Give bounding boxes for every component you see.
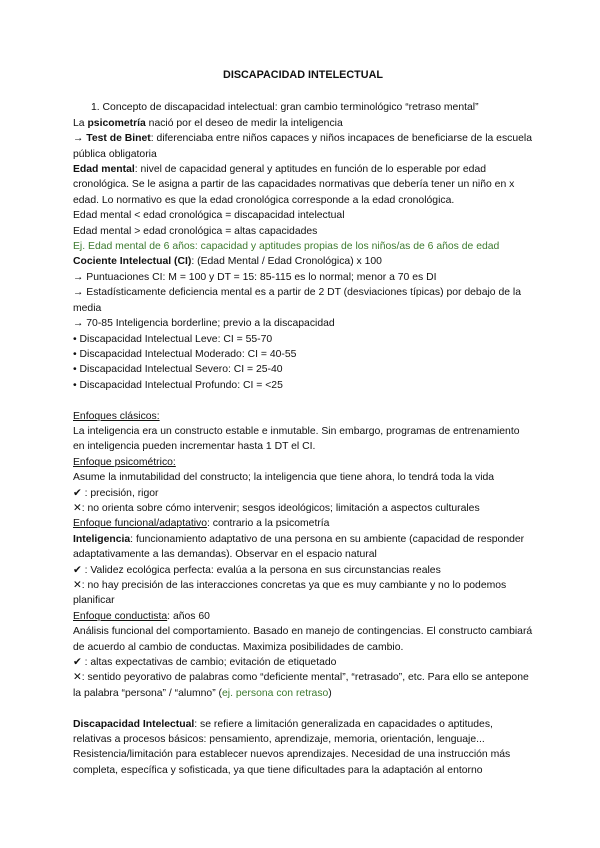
list-item-1: 1. Concepto de discapacidad intelectual: gran cambio terminológico “retraso mental” [91, 102, 479, 114]
enfoques-clasicos-heading: Enfoques clásicos: [73, 410, 160, 422]
puntuaciones-line: → Puntuaciones CI: M = 100 y DT = 15: 85-115 es lo normal; menor a 70 es DI [73, 271, 437, 283]
page-title: DISCAPACIDAD INTELECTUAL [223, 69, 383, 81]
pro-line: ✔ : Validez ecológica perfecta: evalúa a la persona en sus circunstancias reales [73, 564, 441, 576]
example-line: Ej. Edad mental de 6 años: capacidad y aptitudes propias de los niños/as de 6 años de edad [73, 241, 500, 253]
enfoques-clasicos-text: La inteligencia era un constructo estable e inmutable. Sin embargo, programas de entrenamiento en inteligencia pueden incrementar hasta 1 DT el CI. [73, 425, 520, 453]
psicometria-line: La psicometría nació por el deseo de medir la inteligencia [73, 117, 343, 129]
list-item: • Discapacidad Intelectual Severo: CI = 25-40 [73, 364, 283, 376]
estadistica-line: → Estadísticamente deficiencia mental es a partir de 2 DT (desviaciones típicas) por debajo de la media [73, 287, 521, 314]
binet-line: → Test de Binet: diferenciaba entre niños capaces y niños incapaces de beneficiarse de la escuela pública obligatoria [73, 133, 532, 160]
borderline-line: → 70-85 Inteligencia borderline; previo a la discapacidad [73, 318, 335, 330]
con-line: ✕: sentido peyorativo de palabras como “deficiente mental”, “retrasado”, etc. Para ello se antepone la palabra “persona” / “alumno” (ej. persona con retraso) [73, 672, 529, 699]
enfoque-conductista-text: Análisis funcional del comportamiento. Basado en manejo de contingencias. El constructo cambiará de acuerdo al cambio de conductas. Maximiza posibilidades de cambio. [73, 626, 533, 653]
list-item: • Discapacidad Intelectual Leve: CI = 55-70 [73, 333, 273, 345]
con-line: ✕: no orienta sobre cómo intervenir; sesgos ideológicos; limitación a aspectos culturales [73, 502, 480, 514]
pro-line: ✔ : precisión, rigor [73, 487, 159, 499]
list-item: • Discapacidad Intelectual Moderado: CI = 40-55 [73, 348, 297, 360]
enfoque-psicometrico-text: Asume la inmutabilidad del constructo; la inteligencia que tiene ahora, lo tendrá toda la vida [73, 472, 495, 484]
edad-mental-menor: Edad mental < edad cronológica = discapacidad intelectual [73, 210, 345, 222]
enfoque-conductista-heading: Enfoque conductista: años 60 [73, 610, 210, 622]
enfoque-funcional-heading: Enfoque funcional/adaptativo: contrario a la psicometría [73, 518, 330, 530]
ci-bullet-list [73, 332, 533, 394]
list-item: • Discapacidad Intelectual Profundo: CI = <25 [73, 379, 283, 391]
definicion-paragraph: Discapacidad Intelectual: se refiere a limitación generalizada en capacidades o aptitudes, relativas a procesos básicos: pensamiento, aprendizaje, memoria, orientación, lenguaje... Resistencia/limitación para establecer nuevos aprendizajes. Necesidad de una instrucción más completa, específica y sofisticada, ya que tiene dificultades para la adaptación al entorno [73, 718, 511, 776]
document-page [73, 68, 533, 778]
pro-line: ✔ : altas expectativas de cambio; evitación de etiquetado [73, 657, 337, 669]
inteligencia-paragraph: Inteligencia: funcionamiento adaptativo de una persona en su ambiente (capacidad de responder adaptativamente a las demandas). Observar en el espacio natural [73, 533, 525, 561]
enfoque-psicometrico-heading: Enfoque psicométrico: [73, 456, 176, 468]
edad-mental-paragraph: Edad mental: nivel de capacidad general y aptitudes en función de lo esperable por edad cronológica. Se le asigna a partir de las capacidades normativas que debería tener un niño en x edad. Lo normativo es que la edad cronológica corresponde a la edad cronológica. [73, 164, 515, 206]
edad-mental-mayor: Edad mental > edad cronológica = altas capacidades [73, 225, 318, 237]
con-line: ✕: no hay precisión de las interacciones concretas ya que es muy cambiante y no lo podemos planificar [73, 579, 507, 607]
ci-line: Cociente Intelectual (CI): (Edad Mental / Edad Cronológica) x 100 [73, 256, 382, 268]
